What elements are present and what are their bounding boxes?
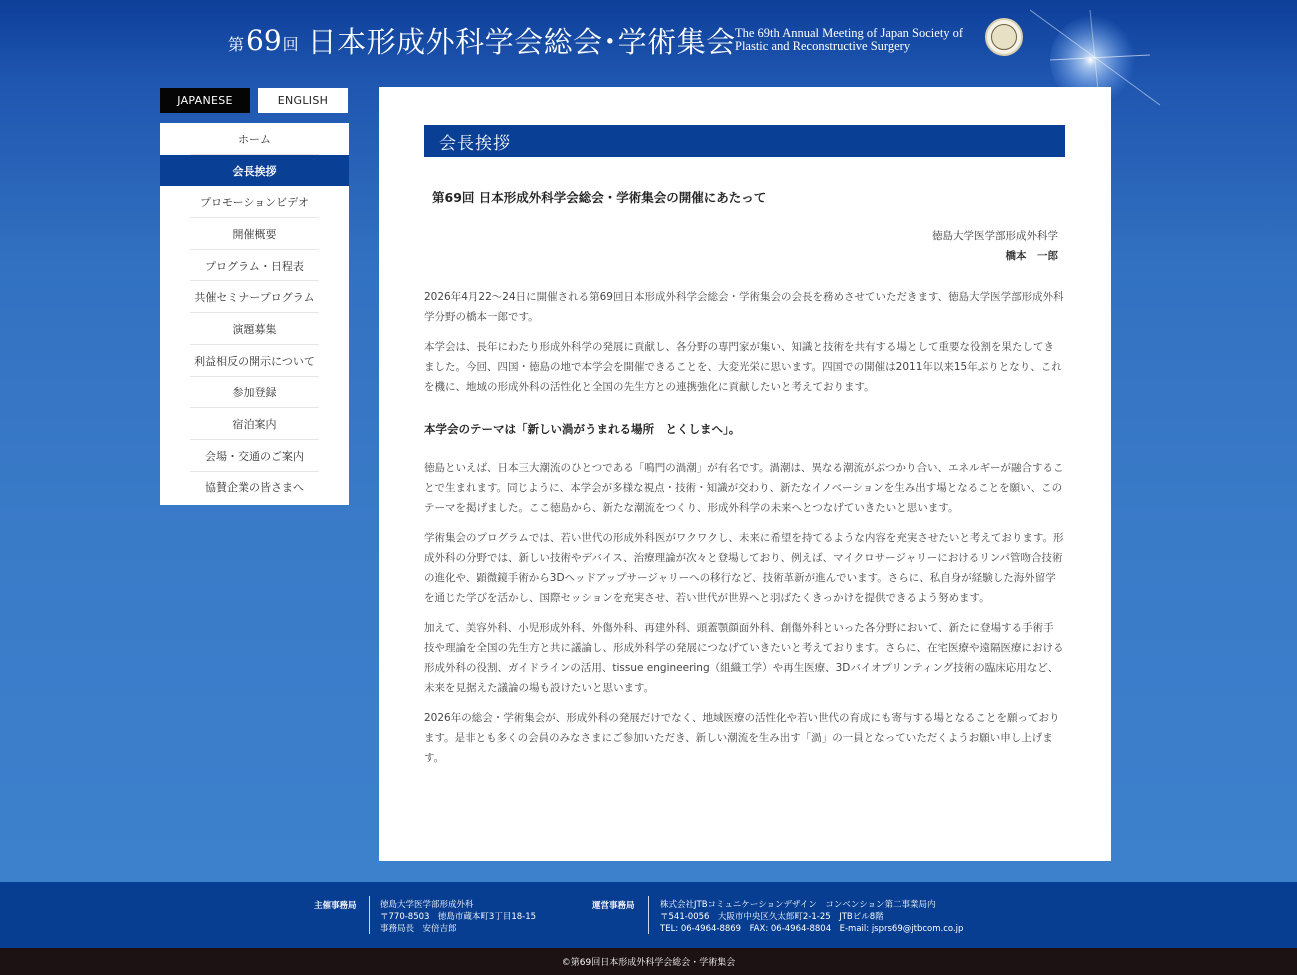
greeting-paragraph: 徳島といえば、日本三大潮流のひとつである「鳴門の渦潮」が有名です。渦潮は、異なる潮流がぶつかり合い、エネルギーが融合することで生まれます。同じように、本学会が多様な視点・技術・知識が交わり、新たなイノベーションを生み出す場となることを願い、このテーマを掲げました。ここ徳島から、新たな潮流をつくり、形成外科学の未来へとつなげていきたいと思います。 <box>424 462 1064 514</box>
nav-item-registration[interactable]: 参加登録 <box>160 377 349 409</box>
nav-item-cosponsored-seminar[interactable]: 共催セミナープログラム <box>160 281 349 313</box>
title-en-line1: The 69th Annual Meeting of Japan Society of <box>735 26 964 40</box>
nav-item-accommodation[interactable]: 宿泊案内 <box>160 408 349 440</box>
site-footer <box>0 882 1297 948</box>
title-prefix: 第 <box>228 35 246 54</box>
title-english <box>735 27 963 53</box>
theme-heading: 本学会のテーマは「新しい渦がうまれる場所 とくしまへ」。 <box>424 422 741 436</box>
side-navigation <box>160 123 349 505</box>
nav-item-sponsors[interactable]: 協賛企業の皆さまへ <box>205 481 304 495</box>
lang-english-button[interactable]: ENGLISH <box>258 88 348 113</box>
organizer-info <box>380 899 536 935</box>
lang-japanese-button[interactable]: JAPANESE <box>160 88 250 113</box>
operation-line1: 株式会社JTBコミュニケーションデザイン コンベンション第二事業局内 <box>660 900 936 910</box>
greeting-subtitle: 第69回 日本形成外科学会総会・学術集会の開催にあたって <box>432 190 767 205</box>
president-name: 橋本 一郎 <box>1005 250 1058 262</box>
president-affiliation <box>932 226 1058 266</box>
nav-item-overview[interactable]: 開催概要 <box>160 218 349 250</box>
greeting-paragraph: 2026年の総会・学術集会が、形成外科の発展だけでなく、地域医療の活性化や若い世代の育成にも寄与する場となることを願っております。是非とも多くの会員のみなさまにご参加いただき、新しい潮流を生み出す「渦」の一員となっていただくようお願い申し上げます。 <box>424 712 1060 764</box>
title-number: 69 <box>246 24 282 57</box>
emblem-portrait <box>991 24 1017 50</box>
organizer-line3: 事務局長 安倍吉郎 <box>380 924 457 934</box>
nav-item-promotion-video[interactable]: プロモーションビデオ <box>160 186 349 218</box>
greeting-paragraph: 加えて、美容外科、小児形成外科、外傷外科、再建外科、頭蓋顎顔面外科、創傷外科といった各分野において、新たに登場する手術手技や理論を全国の先生方と共に議論し、形成外科学の発展につなげていきたいと考えております。さらに、在宅医療や遠隔医療における形成外科の役割、ガイドラインの活用、tissue engineering（組織工学）や再生医療、3Dバイオプリンティング技術の臨床応用など、未来を見据えた議論の場も設けたいと思います。 <box>424 622 1064 694</box>
main-content <box>379 87 1111 861</box>
operation-line3[interactable]: TEL: 06-4964-8869 FAX: 06-4964-8804 E-mail: jsprs69@jtbcom.co.jp <box>660 924 964 934</box>
nav-item-greeting[interactable]: 会長挨拶 <box>160 155 349 187</box>
nav-item-home[interactable]: ホーム <box>160 123 349 155</box>
operation-label: 運営事務局 <box>592 901 635 911</box>
title-edition <box>228 24 300 57</box>
organizer-line2: 〒770-8503 徳島市蔵本町3丁目18-15 <box>380 912 537 922</box>
affiliation-text: 徳島大学医学部形成外科学 <box>932 230 1058 242</box>
operation-line2: 〒541-0056 大阪市中央区久太郎町2-1-25 JTBビル8階 <box>660 912 884 922</box>
greeting-paragraph: 学術集会のプログラムでは、若い世代の形成外科医がワクワクし、未来に希望を持てるような内容を充実させたいと考えております。形成外科の分野では、新しい技術やデバイス、治療理論が次々と登場しており、例えば、マイクロサージャリーにおけるリンパ管吻合技術の進化や、顕微鏡手術から3Dヘッドアップサージャリーへの移行など、技術革新が進んでいます。さらに、私自身が経験した海外留学を通じた学びを活かし、国際セッションを充実させ、若い世代が世界へと羽ばたくきっかけを提供できるよう努めます。 <box>424 532 1064 604</box>
greeting-paragraph: 本学会は、長年にわたり形成外科学の発展に貢献し、各分野の専門家が集い、知識と技術を共有する場として重要な役割を果たしてきました。今回、四国・徳島の地で本学会を開催できることを、大変光栄に思います。四国での開催は2011年以来15年ぶりとなり、これを機に、地域の形成外科の活性化と全国の先生方との連携強化に貢献したいと考えております。 <box>424 341 1062 393</box>
copyright: ©第69回日本形成外科学会総会・学術集会 <box>0 948 1297 975</box>
organizer-line1: 徳島大学医学部形成外科 <box>380 900 474 910</box>
greeting-paragraph: 2026年4月22〜24日に開催される第69回日本形成外科学会総会・学術集会の会長を務めさせていただきます、徳島大学医学部形成外科学分野の橋本一郎です。 <box>424 291 1064 323</box>
title-suffix: 回 <box>282 35 300 54</box>
title-en-line2: Plastic and Reconstructive Surgery <box>735 39 911 53</box>
nav-item-call-for-abstracts[interactable]: 演題募集 <box>160 313 349 345</box>
nav-item-coi[interactable]: 利益相反の開示について <box>160 345 349 377</box>
operation-info <box>660 899 963 935</box>
footer-divider <box>369 896 370 934</box>
footer-divider <box>648 896 649 934</box>
society-emblem-icon <box>985 18 1023 56</box>
site-title[interactable] <box>228 20 736 61</box>
site-header <box>0 0 1297 86</box>
greeting-body <box>424 287 1064 778</box>
nav-item-program[interactable]: プログラム・日程表 <box>160 250 349 282</box>
title-main: 日本形成外科学会総会･学術集会 <box>307 25 736 59</box>
section-title: 会長挨拶 <box>424 125 1065 157</box>
organizer-label: 主催事務局 <box>314 901 357 911</box>
nav-item-access[interactable]: 会場・交通のご案内 <box>160 440 349 472</box>
